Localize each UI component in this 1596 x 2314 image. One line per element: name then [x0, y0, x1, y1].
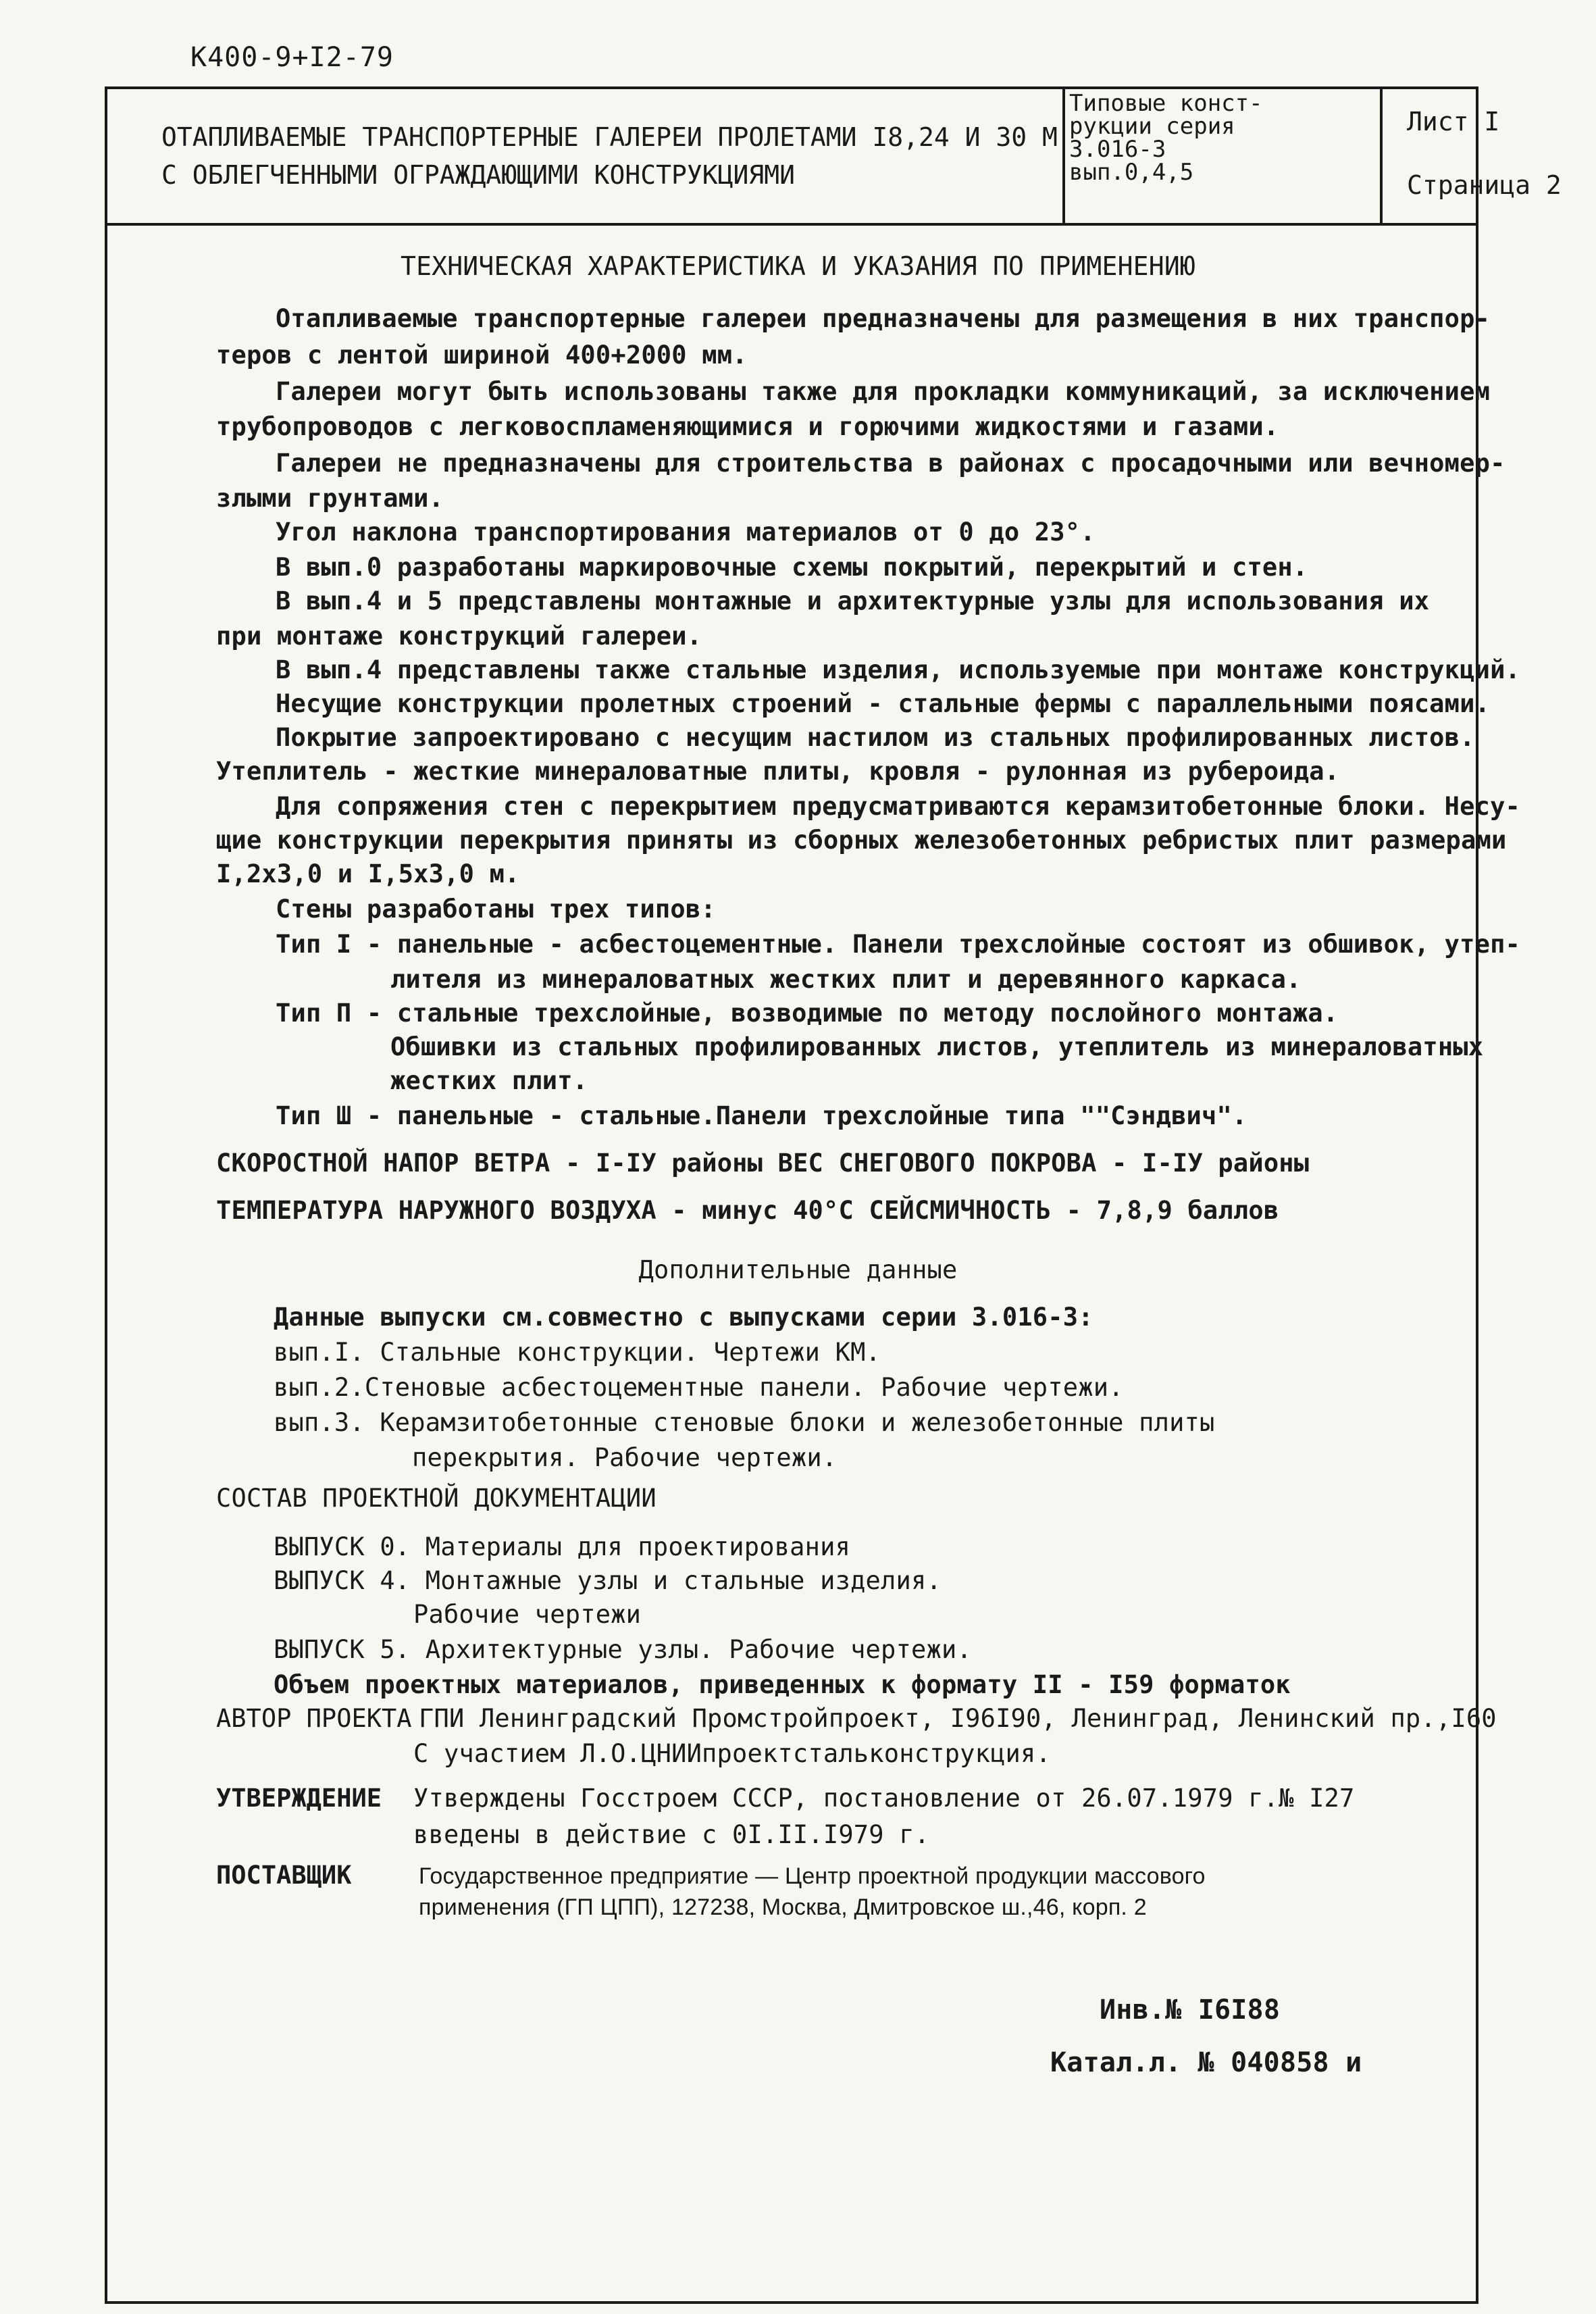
approve-label: УТВЕРЖДЕНИЕ [216, 1784, 382, 1813]
section-title: ТЕХНИЧЕСКАЯ ХАРАКТЕРИСТИКА И УКАЗАНИЯ ПО ПРИМЕНЕНИЮ [401, 251, 1195, 281]
supplier-line-2: применения (ГП ЦПП), 127238, Москва, Дмитровское ш.,46, корп. 2 [419, 1894, 1147, 1920]
body-line: Покрытие запроектировано с несущим настилом из стальных профилированных листов. [276, 723, 1475, 752]
extra-line: вып.I. Стальные конструкции. Чертежи КМ. [274, 1338, 881, 1367]
body-line: трубопроводов с легковоспламеняющимися и горючими жидкостями и газами. [216, 412, 1279, 441]
body-line: I,2х3,0 и I,5х3,0 м. [216, 859, 520, 888]
document-code: К400-9+I2-79 [190, 42, 394, 73]
inventory-number: Инв.№ I6I88 [1100, 1994, 1281, 2026]
extra-line: Данные выпуски см.совместно с выпусками серии 3.016-3: [274, 1303, 1093, 1332]
docs-line: Объем проектных материалов, приведенных к формату II - I59 форматок [274, 1670, 1291, 1699]
body-line: при монтаже конструкций галереи. [216, 622, 702, 651]
body-line: В вып.4 представлены также стальные изделия, используемые при монтаже конструкций. [276, 655, 1521, 684]
body-line: Для сопряжения стен с перекрытием предусматриваются керамзитобетонные блоки. Несу- [276, 792, 1521, 821]
author-line-1: ГПИ Ленинградский Промстройпроект, I96I90, Ленинград, Ленинский пр.,I60 [419, 1704, 1497, 1733]
series-line-1: Типовые конст- [1069, 90, 1263, 117]
extra-line: перекрытия. Рабочие чертежи. [412, 1443, 838, 1472]
body-line: Несущие конструкции пролетных строений - стальные фермы с параллельными поясами. [276, 689, 1491, 718]
catalog-number: Катал.л. № 040858 и [1050, 2047, 1362, 2078]
extra-title: Дополнительные данные [638, 1255, 958, 1284]
docs-line: ВЫПУСК 5. Архитектурные узлы. Рабочие чертежи. [274, 1635, 972, 1664]
approve-line-1: Утверждены Госстроем СССР, постановление от 26.07.1979 г.№ I27 [413, 1784, 1355, 1813]
series-line-4: вып.0,4,5 [1069, 159, 1194, 186]
body-line: Тип П - стальные трехслойные, возводимые по методу послойного монтажа. [276, 999, 1339, 1028]
sheet-number: Лист I [1407, 107, 1500, 136]
title-block [107, 89, 1562, 226]
page-number: Страница 2 [1407, 170, 1562, 200]
body-line: Галереи могут быть использованы также для прокладки коммуникаций, за исключением [276, 377, 1491, 406]
docs-line: Рабочие чертежи [413, 1600, 642, 1629]
supplier-label: ПОСТАВЩИК [216, 1861, 352, 1890]
body-line: лителя из минераловатных жестких плит и деревянного каркаса. [390, 965, 1302, 994]
docs-line: ВЫПУСК 0. Материалы для проектирования [274, 1532, 851, 1561]
body-line: Тип I - панельные - асбестоцементные. Панели трехслойные состоят из обшивок, утеп- [276, 930, 1521, 959]
title-block-series [1065, 89, 1383, 223]
supplier-line-1: Государственное предприятие — Центр проектной продукции массового [419, 1863, 1206, 1889]
series-line-3: 3.016-3 [1069, 136, 1166, 163]
body-line: Тип Ш - панельные - стальные.Панели трехслойные типа ""Сэндвич". [276, 1101, 1247, 1130]
title-block-sheet [1383, 89, 1562, 223]
approve-line-2: введены в действие с 0I.II.I979 г. [413, 1820, 930, 1849]
body-line: СКОРОСТНОЙ НАПОР ВЕТРА - I-IУ районы ВЕС СНЕГОВОГО ПОКРОВА - I-IУ районы [216, 1149, 1310, 1178]
docs-title: СОСТАВ ПРОЕКТНОЙ ДОКУМЕНТАЦИИ [216, 1484, 657, 1513]
extra-line: вып.2.Стеновые асбестоцементные панели. Рабочие чертежи. [274, 1373, 1124, 1402]
body-line: жестких плит. [390, 1066, 588, 1095]
title-line-1: ОТАПЛИВАЕМЫЕ ТРАНСПОРТЕРНЫЕ ГАЛЕРЕИ ПРОЛЕТАМИ I8,24 И 30 М [161, 122, 1058, 152]
body-line: В вып.0 разработаны маркировочные схемы покрытий, перекрытий и стен. [276, 553, 1308, 582]
body-line: злыми грунтами. [216, 484, 444, 513]
body-line: Обшивки из стальных профилированных листов, утеплитель из минераловатных [390, 1032, 1484, 1061]
author-label: АВТОР ПРОЕКТА [216, 1704, 412, 1733]
body-line: В вып.4 и 5 представлены монтажные и архитектурные узлы для использования их [276, 586, 1430, 615]
body-line: ТЕМПЕРАТУРА НАРУЖНОГО ВОЗДУХА - минус 40°С СЕЙСМИЧНОСТЬ - 7,8,9 баллов [216, 1196, 1279, 1225]
title-line-2: С ОБЛЕГЧЕННЫМИ ОГРАЖДАЮЩИМИ КОНСТРУКЦИЯМИ [161, 160, 795, 190]
body-line: Утеплитель - жесткие минераловатные плиты, кровля - рулонная из рубероида. [216, 757, 1340, 786]
body-line: Отапливаемые транспортерные галереи предназначены для размещения в них транспор- [276, 304, 1491, 333]
body-line: Стены разработаны трех типов: [276, 895, 716, 924]
author-line-2: С участием Л.О.ЦНИИпроектстальконструкция. [413, 1739, 1051, 1768]
extra-line: вып.3. Керамзитобетонные стеновые блоки и железобетонные плиты [274, 1408, 1215, 1437]
title-block-name [107, 89, 1065, 223]
series-line-2: рукции серия [1069, 113, 1235, 140]
body-line: Угол наклона транспортирования материалов от 0 до 23°. [276, 518, 1096, 547]
docs-line: ВЫПУСК 4. Монтажные узлы и стальные изделия. [274, 1566, 942, 1595]
body-line: теров с лентой шириной 400+2000 мм. [216, 341, 748, 370]
body-line: щие конструкции перекрытия приняты из сборных железобетонных ребристых плит размерами [216, 826, 1507, 855]
body-line: Галереи не предназначены для строительства в районах с просадочными или вечномер- [276, 449, 1505, 478]
